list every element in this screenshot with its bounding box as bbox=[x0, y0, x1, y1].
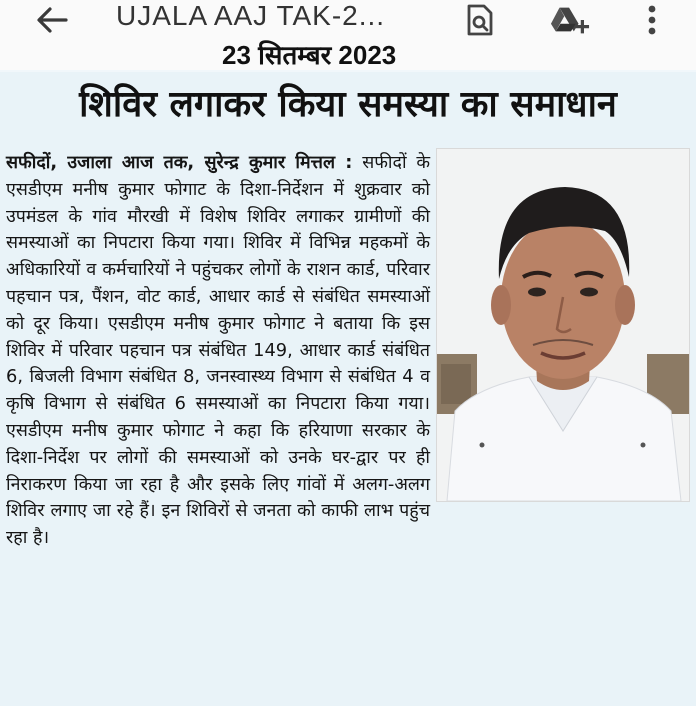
add-to-drive-icon bbox=[550, 3, 590, 37]
document-title: UJALA AAJ TAK-2... bbox=[116, 0, 386, 31]
person-photo bbox=[436, 148, 690, 502]
back-arrow-icon bbox=[35, 5, 69, 35]
back-button[interactable] bbox=[30, 2, 74, 38]
search-doc-icon bbox=[464, 3, 496, 37]
app-toolbar bbox=[0, 0, 696, 70]
add-to-drive-button[interactable] bbox=[550, 2, 590, 38]
article-byline: सफीदों, उजाला आज तक, सुरेन्द्र कुमार मित्तल : bbox=[6, 152, 353, 173]
person-portrait-image bbox=[437, 149, 689, 501]
article-text: सफीदों के एसडीएम मनीष कुमार फोगाट के दिशा-निर्देशन में शुक्रवार को उपमंडल के गांव मौरखी में विशेष शिविर लगाकर ग्रामीणों की समस्याओं का निपटारा किया गया। शिविर में विभिन्न महकमों के अधिकारियों व कर्मचारियों ने पहुंचकर लोगों के राशन कार्ड, परिवार पहचान पत्र, पैंशन, वोट कार्ड, आधार कार्ड से संबंधित समस्याओं को दूर किया। एसडीएम मनीष कुमार फोगाट ने बताया कि इस शिविर में परिवार पहचान पत्र संबंधित 149, आधार कार्ड संबंधित 6, बिजली विभाग संबंधित 8, जनस्वास्थ्य विभाग से संबंधित 4 व कृषि विभाग से संबंधित 6 समस्याओं का निपटारा किया गया। एसडीएम मनीष कुमार फोगाट ने कहा कि हरियाणा सरकार के दिशा-निर्देश पर लोगों की समस्याओं को उनके घर-द्वार पर ही निराकरण किया जा रहा है और इसके लिए गांवों में अलग-अलग शिविर लगाए जा रहे हैं। इन शिविरों से जनता को काफी लाभ पहुंच रहा है। bbox=[6, 152, 430, 549]
more-vert-icon bbox=[646, 4, 658, 36]
more-options-button[interactable] bbox=[632, 2, 672, 38]
search-in-document-button[interactable] bbox=[460, 2, 500, 38]
document-date: 23 सितम्बर 2023 bbox=[222, 40, 397, 70]
article-headline: शिविर लगाकर किया समस्या का समाधान bbox=[79, 84, 617, 125]
